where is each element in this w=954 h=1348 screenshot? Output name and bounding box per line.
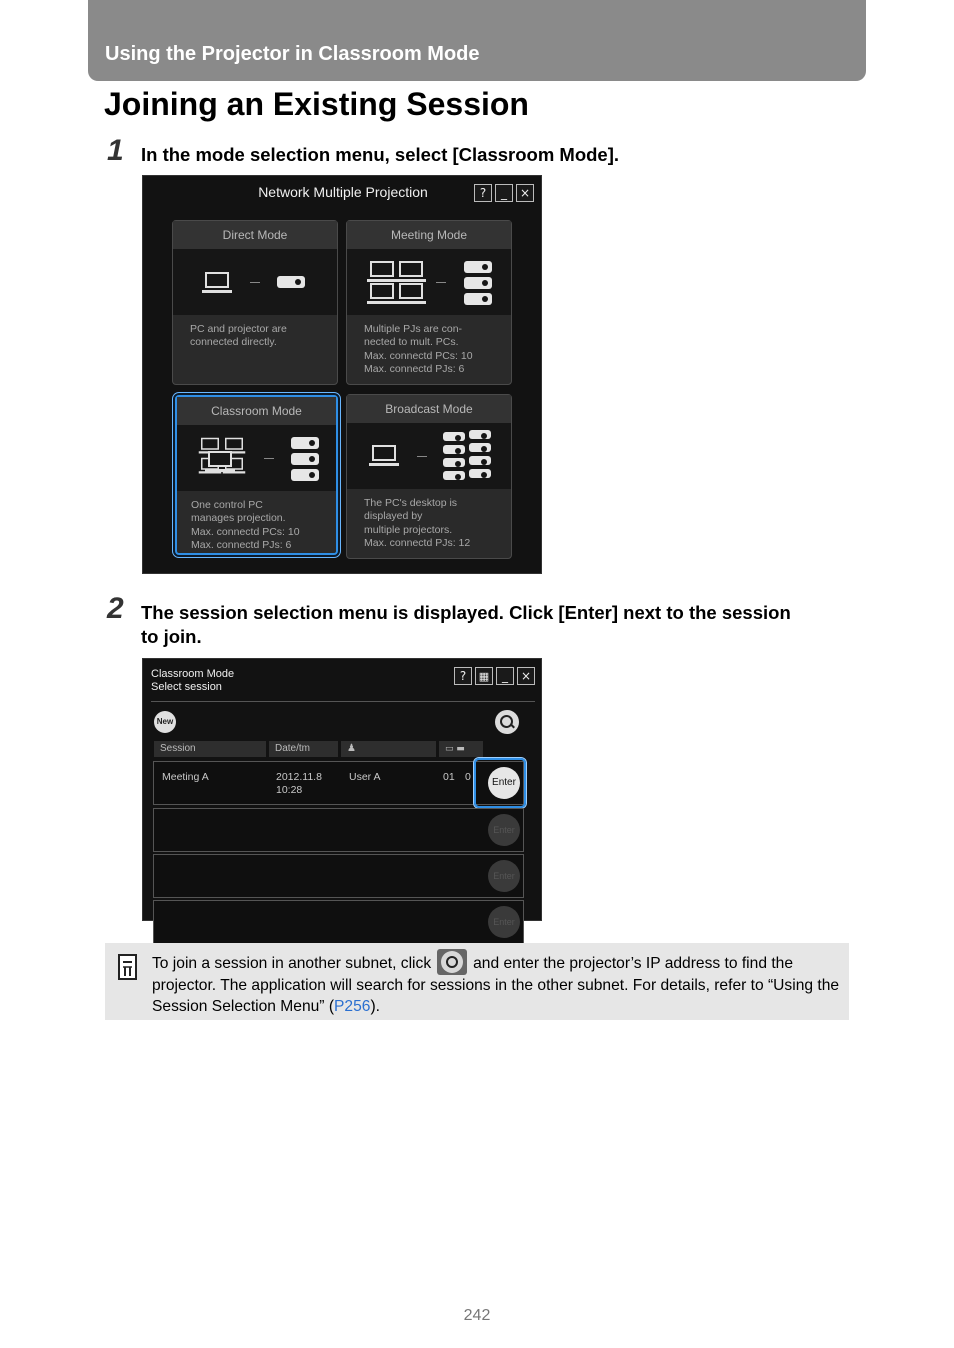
projector-icon [277,276,305,288]
note-box [105,943,849,1020]
mode-selection-screenshot [142,175,542,574]
laptop-icon [367,261,397,283]
header-divider [151,701,535,702]
mode-card-description: Multiple PJs are con- nected to mult. PCs. Max. connectd PCs: 10 Max. connectd PJs: 6 [364,323,473,375]
session-row[interactable] [153,761,524,805]
session-selection-screenshot [142,658,542,927]
enter-button-disabled: Enter [488,814,520,846]
session-user: User A [349,771,381,783]
page-link[interactable]: P256 [334,998,371,1015]
mode-card-title: Direct Mode [173,221,337,249]
projector-icon [464,261,492,273]
session-name: Meeting A [162,771,209,783]
minimize-icon[interactable]: _ [495,184,513,202]
page-title: Joining an Existing Session [104,86,529,122]
user-icon: ♟ [347,743,356,754]
broadcast-mode-illustration [347,423,511,489]
pc-icon: ▭ [445,744,454,754]
note-icon [117,953,139,981]
close-icon[interactable]: × [517,667,535,685]
page-number: 242 [463,1307,491,1324]
mode-card-description: One control PC manages projection. Max. connectd PCs: 10 Max. connectd PJs: 6 [191,499,300,551]
classroom-mode-card[interactable] [175,395,338,555]
projector-icon [464,293,492,305]
direct-mode-card[interactable] [172,220,338,385]
connector-line [264,458,274,459]
window-title: Classroom Mode [151,668,235,680]
session-row [153,808,524,852]
meeting-mode-illustration [347,249,511,315]
help-icon[interactable]: ? [474,184,492,202]
classroom-mode-illustration [177,425,336,491]
search-icon[interactable] [495,710,519,734]
mode-card-title: Classroom Mode [177,397,336,425]
note-text: To join a session in another subnet, click and enter the projector’s IP address to find the projector. The application will search for sessions in the other subnet. For details, refer to “Using the Session Selection Menu” (P256). [152,949,842,1017]
enter-button-disabled: Enter [488,906,520,938]
step-number-1: 1 [107,134,124,167]
session-pj-count: 0 [465,771,471,783]
projector-icon [291,469,319,481]
window-controls [454,667,535,685]
enter-button[interactable]: Enter [488,767,520,799]
laptop-icon [367,283,397,305]
projector-icon [469,443,491,452]
step-number-2: 2 [107,592,124,625]
window-title: Network Multiple Projection [258,184,428,200]
grid-icon[interactable]: ▦ [475,667,493,685]
column-header-datetime: Date/tm [269,741,338,757]
connector-line [417,456,427,457]
projector-icon [443,458,465,467]
projector-icon [291,437,319,449]
projector-icon [291,453,319,465]
window-subtitle: Select session [151,681,222,693]
projector-icon [443,445,465,454]
window-controls [474,184,534,202]
close-icon[interactable]: × [516,184,534,202]
search-icon [437,949,467,975]
section-title: Using the Projector in Classroom Mode [105,43,480,65]
column-header-session: Session [154,741,266,757]
meeting-mode-card[interactable] [346,220,512,385]
projector-icon [469,456,491,465]
step-text-2: The session selection menu is displayed. Click [Enter] next to the session to join. [141,602,791,647]
step-text-1: In the mode selection menu, select [Classroom Mode]. [141,144,620,165]
mode-card-description: PC and projector are connected directly. [190,323,287,349]
session-row [153,854,524,898]
projector-icon [443,432,465,441]
column-header-devices [439,741,483,757]
session-pc-count: 01 [443,771,455,783]
connector-line [250,282,260,283]
control-pc-icon [205,451,235,473]
column-header-user [341,741,436,757]
session-datetime: 2012.11.8 10:28 [276,771,322,796]
projector-icon [443,471,465,480]
projector-icon [469,469,491,478]
projector-icon [464,277,492,289]
laptop-icon [369,445,399,467]
broadcast-mode-card[interactable] [346,394,512,559]
section-header [88,0,866,81]
mode-card-description: The PC's desktop is displayed by multiple projectors. Max. connectd PJs: 12 [364,497,471,549]
projector-icon [469,430,491,439]
laptop-icon [396,283,426,305]
session-row [153,900,524,944]
laptop-icon [202,272,232,294]
mode-card-title: Broadcast Mode [347,395,511,423]
direct-mode-illustration [173,249,337,315]
new-session-button[interactable]: New [154,711,176,733]
enter-button-disabled: Enter [488,860,520,892]
mode-card-title: Meeting Mode [347,221,511,249]
projector-icon: ▬ [456,744,465,754]
minimize-icon[interactable]: _ [496,667,514,685]
laptop-icon [396,261,426,283]
connector-line [436,282,446,283]
help-icon[interactable]: ? [454,667,472,685]
